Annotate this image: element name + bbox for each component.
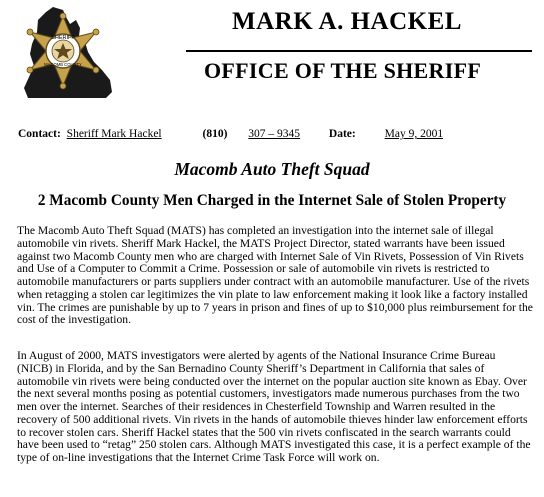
contact-label: Contact: xyxy=(18,128,61,140)
badge-star-tip xyxy=(60,83,66,89)
badge-star-tip xyxy=(27,67,33,73)
contact-phone: 307 – 9345 xyxy=(248,128,301,140)
badge-lettering: SHERIFF xyxy=(51,35,75,41)
area-code: (810) xyxy=(202,128,228,140)
date-label: Date: xyxy=(328,128,356,140)
press-release-headline: 2 Macomb County Men Charged in the Internet Sale of Stolen Property xyxy=(37,192,507,209)
letterhead xyxy=(0,0,544,100)
contact-name: Sheriff Mark Hackel xyxy=(66,128,162,140)
sheriff-name-heading: MARK A. HACKEL xyxy=(232,8,462,35)
body-paragraph: In August of 2000, MATS investigators were alerted by agents of the National Insurance Crime Bureau (NICB) in Florida, and by the San Bernadino County Sheriff’s Department in California that sales of automobile vin rivets were being conducted over the internet on the popular auction site known as Ebay. Over the next several months posing as potential customers, investigators made numerous purchases from the two men over the internet. Searches of their residences in Chesterfield Township and Warren resulted in the recovery of 500 additional rivets. Vin rivets in the hands of automobile thieves hinder law enforcement efforts to recover stolen cars. Sheriff Hackel states that the 500 vin rivets confiscated in the search warrants could have been used to “retag” 250 stolen cars. Although MATS investigated this case, it is a perfect example of the type of on-line investigations that the Internet Crime Task Force will work on. xyxy=(17,349,531,464)
badge-star-tip xyxy=(27,29,33,35)
body-paragraph: The Macomb Auto Theft Squad (MATS) has completed an investigation into the internet sale of illegal automobile vin rivets. Sheriff Mark Hackel, the MATS Project Director, stated warrants have been issued against two Macomb County men who are charged with Internet Sale of Vin Rivets, Possession of Vin Rivets and Use of a Computer to Commit a Crime. Possession or sale of automobile vin rivets is restricted to automobile manufacturers or parts suppliers under contract with an automobile manufacturer. Use of the rivets when retagging a stolen car legitimizes the vin plate to law enforcement making it look like a factory installed vin. The crimes are punishable by up to 7 years in prison and fines of up to $10,000 plus reimbursement for the cost of the investigation. xyxy=(17,224,533,327)
badge-star-tip xyxy=(93,67,99,73)
badge-star-tip xyxy=(93,29,99,35)
office-heading: OFFICE OF THE SHERIFF xyxy=(204,58,482,83)
contact-line xyxy=(18,128,528,140)
header-divider xyxy=(186,50,532,52)
badge-lettering: MACOMB COUNTY xyxy=(44,62,82,67)
michigan-map-sheriff-badge-logo xyxy=(6,4,134,100)
squad-title: Macomb Auto Theft Squad xyxy=(174,159,370,179)
release-date: May 9, 2001 xyxy=(384,128,444,140)
badge-star-tip xyxy=(60,13,66,19)
